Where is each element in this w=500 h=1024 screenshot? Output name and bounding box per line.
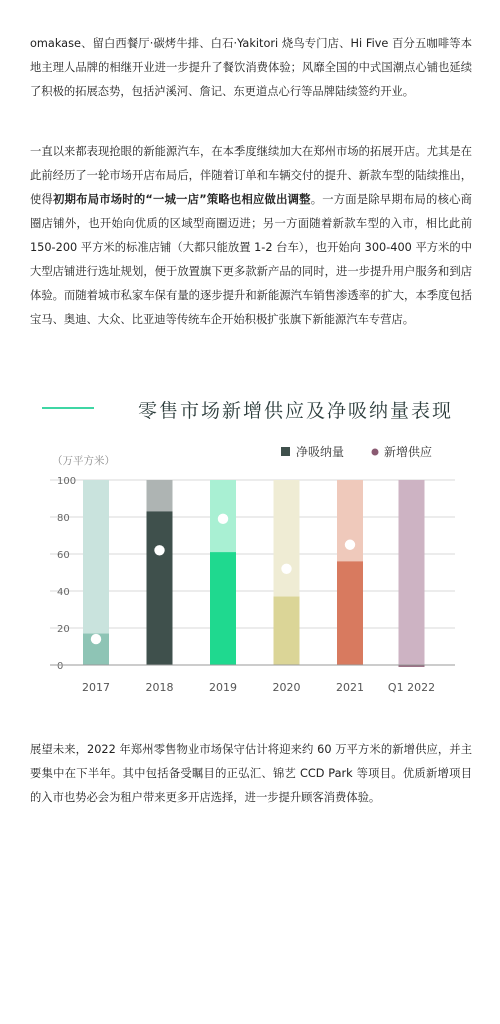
x-tick-label: 2017 <box>82 681 110 693</box>
marker-new-supply <box>345 540 355 550</box>
paragraph-text-part-a: 一直以来都表现抢眼的新能源汽车，在本季度继续加大在郑州市场的拓展开店。尤其是在此前经历了一轮市场开店布局后，伴随着订单和车辆交付的提升、新款车型的陆续推出，使得 <box>30 145 472 206</box>
y-tick-label: 100 <box>57 476 77 487</box>
marker-new-supply <box>218 514 228 524</box>
legend-marker-new-supply <box>372 449 379 456</box>
x-tick-label: Q1 2022 <box>387 681 436 693</box>
bar-net-absorption <box>274 597 300 665</box>
legend-label-new-supply: 新增供应 <box>384 445 433 459</box>
y-tick-label: 80 <box>57 513 70 524</box>
legend-label-net-absorption: 净吸纳量 <box>296 445 345 459</box>
unit-label: （万平方米） <box>52 455 115 467</box>
y-tick-label: 20 <box>57 624 70 635</box>
paragraph-text-part-b: 。一方面是除早期布局的核心商圈店铺外，也开始向优质的区域型商圈迈进；另一方面随着新款车型的入市，相比此前 150-200 平方米的标准店铺（大都只能放置 1-2 台车），也开始向 300-400 平方米的中大型店铺进行选址规划，便于放置旗下更多款新产品的同时，进一步提升用户服务和到店体验。而随着城市私家车保有量的逐步提升和新能源汽车销售渗透率的扩大，本季度包括宝马、奥迪、大众、比亚迪等传统车企开始积极扩张旗下新能源汽车专营店。 <box>30 193 472 326</box>
x-tick-label: 2019 <box>209 681 237 693</box>
y-tick-label: 40 <box>57 587 70 598</box>
marker-new-supply <box>281 564 291 574</box>
paragraph-restaurants: omakase、留白西餐厅·碳烤牛排、白石·Yakitori 烧鸟专门店、Hi Five 百分五咖啡等本地主理人品牌的相继开业进一步提升了餐饮消费体验；风靡全国的中式国潮点心铺也延续了积极的拓展态势，包括泸溪河、詹记、东更道点心行等品牌陆续签约开业。 <box>30 37 472 98</box>
marker-new-supply <box>154 545 164 555</box>
legend-swatch-net-absorption <box>281 447 290 456</box>
y-tick-label: 0 <box>57 661 64 672</box>
x-tick-label: 2021 <box>336 681 364 693</box>
bar-net-absorption <box>210 552 236 665</box>
paragraph-new-energy-vehicles <box>30 140 472 332</box>
bar-net-absorption <box>147 511 173 665</box>
section-title-accent-line <box>42 407 94 409</box>
bar-net-absorption <box>337 561 363 665</box>
section-title: 零售市场新增供应及净吸纳量表现 <box>138 400 454 422</box>
paragraph-emphasis: 初期布局市场时的“一城一店”策略也相应做出调整 <box>53 193 311 206</box>
x-tick-label: 2018 <box>145 681 174 693</box>
bar-chart <box>30 425 470 693</box>
x-tick-label: 2020 <box>272 681 301 693</box>
paragraph-outlook: 展望未来，2022 年郑州零售物业市场保守估计将迎来约 60 万平方米的新增供应，并主要集中在下半年。其中包括备受瞩目的正弘汇、锦艺 CCD Park 等项目。优质新增项目的入市也势必会为租户带来更多开店选择，进一步提升顾客消费体验。 <box>30 743 472 804</box>
y-tick-label: 60 <box>57 550 70 561</box>
bar-background <box>399 480 425 665</box>
marker-new-supply <box>91 634 101 644</box>
